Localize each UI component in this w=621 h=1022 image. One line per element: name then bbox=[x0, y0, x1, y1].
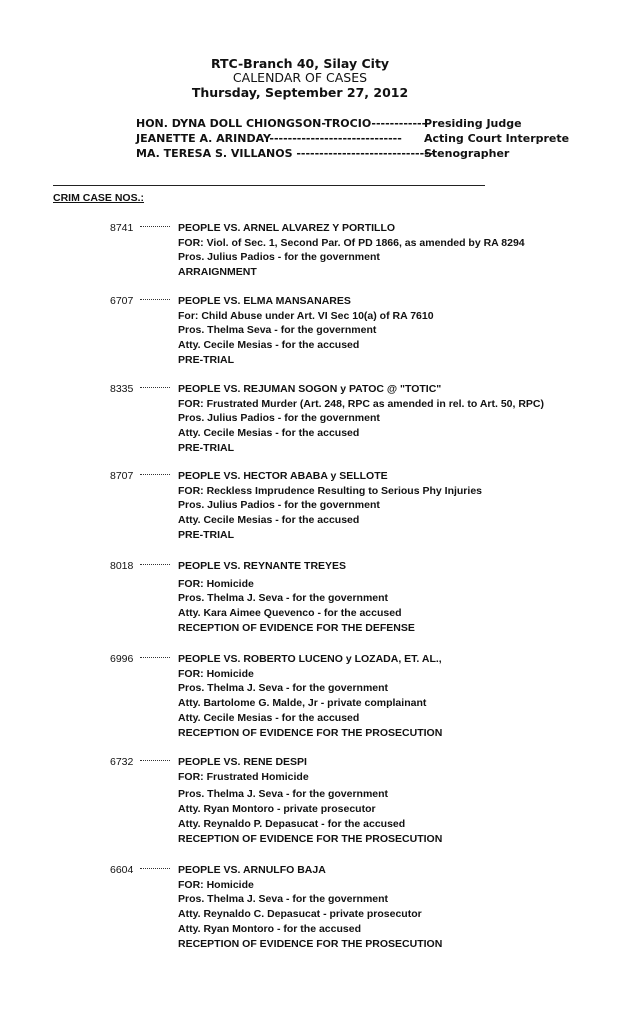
case-detail-line: Atty. Ryan Montoro - private prosecutor bbox=[178, 803, 376, 816]
court-title: RTC-Branch 40, Silay City bbox=[210, 56, 390, 71]
case-detail-line: Atty. Kara Aimee Quevenco - for the accused bbox=[178, 607, 402, 620]
case-detail-line: RECEPTION OF EVIDENCE FOR THE PROSECUTION bbox=[178, 726, 443, 739]
case-detail-line: Atty. Reynaldo C. Depasucat - private prosecutor bbox=[178, 908, 422, 921]
case-detail-line: Pros. Thelma J. Seva - for the government bbox=[178, 682, 389, 695]
case-detail-line: ARRAIGNMENT bbox=[178, 266, 257, 279]
case-detail-line: Pros. Julius Padios - for the government bbox=[178, 499, 380, 512]
case-title: PEOPLE VS. HECTOR ABABA y SELLOTE bbox=[178, 470, 388, 482]
officer-court-interpreter bbox=[136, 132, 570, 145]
case-leader-dots bbox=[140, 299, 170, 300]
case-detail-line: PRE-TRIAL bbox=[178, 528, 234, 541]
case-detail-line: PRE-TRIAL bbox=[178, 441, 234, 454]
case-detail-line: RECEPTION OF EVIDENCE FOR THE PROSECUTION bbox=[178, 937, 443, 950]
case-detail-line: For: Child Abuse under Art. VI Sec 10(a) of RA 7610 bbox=[178, 309, 434, 322]
case-detail-line: PRE-TRIAL bbox=[178, 353, 234, 366]
case-detail-line: Atty. Cecile Mesias - for the accused bbox=[178, 427, 360, 440]
case-detail-line: Atty. Cecile Mesias - for the accused bbox=[178, 514, 360, 527]
case-number: 8018 bbox=[110, 560, 134, 572]
case-title: PEOPLE VS. ELMA MANSANARES bbox=[178, 295, 351, 307]
case-number: 8741 bbox=[110, 222, 134, 234]
case-detail-line: FOR: Frustrated Murder (Art. 248, RPC as amended in rel. to Art. 50, RPC) bbox=[178, 397, 545, 410]
case-leader-dots bbox=[140, 226, 170, 227]
case-detail-line: Pros. Thelma Seva - for the government bbox=[178, 324, 377, 337]
case-detail-line: FOR: Reckless Imprudence Resulting to Serious Phy Injuries bbox=[178, 484, 482, 497]
calendar-title: CALENDAR OF CASES bbox=[232, 70, 368, 85]
officer-name: JEANETTE A. ARINDAY----------------------------- bbox=[136, 132, 402, 145]
case-title: PEOPLE VS. RENE DESPI bbox=[178, 756, 307, 768]
officer-role: Acting Court Interprete bbox=[424, 132, 570, 145]
calendar-date: Thursday, September 27, 2012 bbox=[191, 85, 409, 100]
case-detail-line: Pros. Thelma J. Seva - for the government bbox=[178, 893, 389, 906]
case-leader-dots bbox=[140, 760, 170, 761]
case-title: PEOPLE VS. ROBERTO LUCENO y LOZADA, ET. AL., bbox=[178, 653, 442, 665]
case-leader-dots bbox=[140, 387, 170, 388]
case-detail-line: Atty. Bartolome G. Malde, Jr - private complainant bbox=[178, 697, 427, 710]
case-leader-dots bbox=[140, 564, 170, 565]
case-detail-line: FOR: Frustrated Homicide bbox=[178, 770, 309, 783]
case-detail-line: Pros. Julius Padios - for the government bbox=[178, 251, 380, 264]
case-detail-line: Pros. Thelma J. Seva - for the government bbox=[178, 592, 389, 605]
case-number: 8707 bbox=[110, 470, 134, 482]
case-detail-line: RECEPTION OF EVIDENCE FOR THE PROSECUTION bbox=[178, 832, 443, 845]
case-leader-dots bbox=[140, 657, 170, 658]
case-detail-line: Atty. Cecile Mesias - for the accused bbox=[178, 711, 360, 724]
case-detail-line: Atty. Reynaldo P. Depasucat - for the accused bbox=[178, 817, 406, 830]
case-detail-line: Atty. Ryan Montoro - for the accused bbox=[178, 922, 361, 935]
officer-presiding-judge bbox=[136, 117, 522, 130]
case-number: 8335 bbox=[110, 383, 134, 395]
case-leader-dots bbox=[140, 474, 170, 475]
case-title: PEOPLE VS. ARNEL ALVAREZ Y PORTILLO bbox=[178, 222, 396, 234]
case-number: 6707 bbox=[110, 295, 134, 307]
section-label: CRIM CASE NOS.: bbox=[53, 192, 145, 204]
separator-line bbox=[53, 185, 485, 186]
case-number: 6996 bbox=[110, 653, 134, 665]
case-detail-line: RECEPTION OF EVIDENCE FOR THE DEFENSE bbox=[178, 621, 415, 634]
officer-name: MA. TERESA S. VILLANOS ------------------------------ bbox=[136, 147, 434, 160]
case-detail-line: FOR: Homicide bbox=[178, 878, 254, 891]
officer-name: HON. DYNA DOLL CHIONGSON-TROCIO------------- bbox=[136, 117, 431, 130]
case-detail-line: FOR: Viol. of Sec. 1, Second Par. Of PD 1866, as amended by RA 8294 bbox=[178, 236, 525, 249]
case-detail-line: Pros. Julius Padios - for the government bbox=[178, 412, 380, 425]
officer-stenographer bbox=[136, 147, 510, 160]
case-detail-line: FOR: Homicide bbox=[178, 667, 254, 680]
case-title: PEOPLE VS. ARNULFO BAJA bbox=[178, 864, 326, 876]
case-leader-dots bbox=[140, 868, 170, 869]
case-title: PEOPLE VS. REYNANTE TREYES bbox=[178, 560, 347, 572]
officer-role: Presiding Judge bbox=[424, 117, 522, 130]
case-number: 6732 bbox=[110, 756, 134, 768]
case-detail-line: FOR: Homicide bbox=[178, 577, 254, 590]
case-detail-line: Pros. Thelma J. Seva - for the government bbox=[178, 788, 389, 801]
case-number: 6604 bbox=[110, 864, 134, 876]
officer-role: Stenographer bbox=[424, 147, 510, 160]
case-title: PEOPLE VS. REJUMAN SOGON y PATOC @ "TOTIC" bbox=[178, 383, 442, 395]
case-detail-line: Atty. Cecile Mesias - for the accused bbox=[178, 339, 360, 352]
